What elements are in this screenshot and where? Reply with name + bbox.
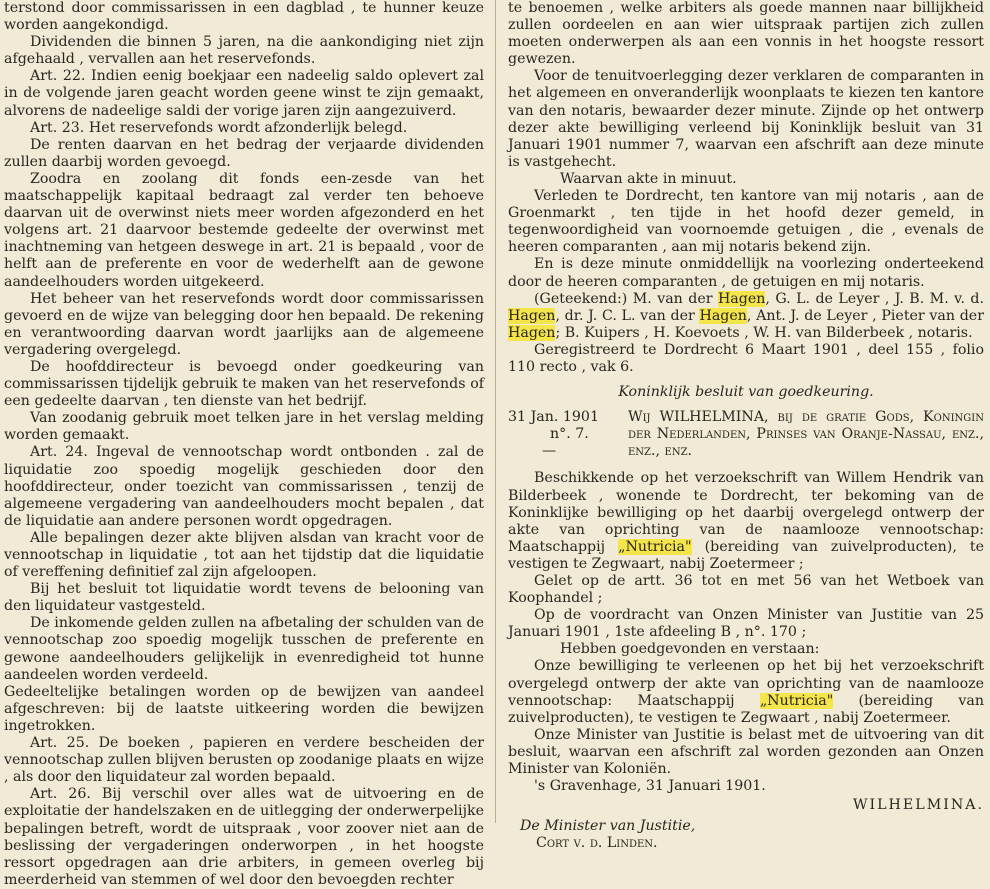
left-column (4, 0, 484, 889)
decree-preamble: Wij WILHELMINA, bij de gratie Gods, Koningin der Nederlanden, Prinses van Oranje-Nassau, enz., enz., enz. (628, 409, 984, 460)
paragraph: te benoemen , welke arbiters als goede mannen naar billijkheid zullen oordeelen en aan wier uitspraak partijen zich zullen moeten onderwerpen als aan een vonnis in het hoogste ressort gewezen. (508, 0, 984, 68)
text: (bereiding van zuivelproducten), te vestigen te Zegwaart, nabij Zoetermeer ; (508, 538, 984, 572)
text: , G. L. de Leyer , J. B. M. v. d. (765, 290, 985, 307)
minister-block (508, 818, 984, 852)
article-26: Art. 26. Bij verschil over alles wat de uitvoering en de exploitatie der handelszaken en de uitlegging der onderwerpelijke bepalingen betreft, wordt de uitspraak , voor zoover niet aan de beslissing der vergaderingen onderworpen , in het hoogste ressort opgedragen aan drie arbiters, in gemeen overleg bij meerderheid van stemmen of wel door den bevoegden rechter (4, 786, 484, 888)
highlighted-name: Hagen (717, 290, 766, 307)
paragraph: Gedeeltelijke betalingen worden op de bewijzen van aandeel afgeschreven: bij de laatste uitkeering worden die bewijzen ingetrokken. (4, 683, 484, 734)
decree-number: n°. 7. (550, 426, 589, 443)
paragraph: Dividenden die binnen 5 jaren, na die aankondiging niet zijn afgehaald , vervallen aan het reservefonds. (4, 34, 484, 68)
minister-title: De Minister van Justitie, (520, 818, 696, 835)
paragraph: De hoofddirecteur is bevoegd onder goedkeuring van commissarissen tijdelijk gebruik te maken van het reservefonds of een gedeelte daarvan , ten dienste van het bedrijf. (4, 358, 484, 410)
article-23: Art. 23. Het reservefonds wordt afzonderlijk belegd. (30, 119, 408, 136)
highlighted-name: „Nutricia" (618, 538, 692, 555)
paragraph (508, 658, 984, 726)
text: ; B. Kuipers , H. Koevoets , W. H. van Bilderbeek , notaris. (555, 324, 973, 341)
text: , dr. J. C. L. van der (555, 307, 700, 324)
section-heading: Koninklijk besluit van goedkeuring. (618, 384, 874, 401)
paragraph: Bij het besluit tot liquidatie wordt tevens de belooning van den liquidateur vastgesteld. (4, 581, 484, 615)
royal-signature: WILHELMINA. (852, 797, 984, 814)
decree-dash: — (542, 443, 557, 460)
article-24: Art. 24. Ingeval de vennootschap wordt ontbonden . zal de liquidatie zoo spoedig mogelijk geschieden door den hoofddirecteur, onder toezicht van commissarissen , tenzij de algemeene vergadering van aandeelhouders mocht bepalen , dat de liquidatie aan andere personen wordt opgedragen. (4, 444, 484, 529)
column-divider (495, 0, 496, 823)
text: (bereiding van zuivelproducten), te vestigen te Zegwaart , nabij Zoetermeer. (508, 692, 984, 726)
text: (Geteekend:) M. van der (534, 290, 718, 307)
paragraph: Verleden te Dordrecht, ten kantore van mij notaris , aan de Groenmarkt , ten tijde in het hoofd dezer gemeld, in tegenwoordigheid van voornoemde getuigen , die , evenals de heeren comparanten , aan mij notaris bekend zijn. (508, 188, 984, 256)
paragraph: terstond door commissarissen in een dagblad , te hunner keuze worden aangekondigd. (4, 0, 484, 34)
paragraph: Hebben goedgevonden en verstaan: (560, 641, 820, 658)
paragraph (508, 470, 984, 573)
signatories (508, 291, 984, 342)
text: Onze bewilliging te verleenen op het bij het verzoekschrift overgelegd ontwerp der akte van oprichting van de naamlooze vennootschap: Maatschappij (508, 658, 984, 709)
paragraph: Voor de tenuitvoerlegging dezer verklaren de comparanten in het algemeen en onveranderlijk woonplaats te kiezen ten kantore van den notaris, bewaarder dezer minute. Zijnde op het ontwerp dezer akte bewilliging verleend bij Koninklijk besluit van 31 Januari 1901 nummer 7, waarvan een afschrift aan deze minute is vastgehecht. (508, 68, 984, 170)
decree-header (508, 409, 984, 460)
article-25: Art. 25. De boeken , papieren en verdere bescheiden der vennootschap zullen blijven berusten op zoodanige plaats en wijze , als door den liquidateur zal worden bepaald. (4, 735, 484, 786)
text: Beschikkende op het verzoekschrift van Willem Hendrik van Bilderbeek , wonende te Dordrecht, ter bekoming van de Koninklijke bewilliging op het daarbij overgelegd ontwerp der akte van oprichting van de naamlooze vennootschap: Maatschappij (508, 470, 984, 555)
paragraph: Onze Minister van Justitie is belast met de uitvoering van dit besluit, waarvan een afschrift zal worden gezonden aan Onzen Minister van Koloniën. (508, 726, 984, 778)
article-22: Art. 22. Indien eenig boekjaar een nadeelig saldo oplevert zal in de volgende jaren geacht worden geene winst te zijn gemaakt, alvorens de nadeelige saldi der vorige jaren zijn aangezuiverd. (4, 68, 484, 119)
place-date: 's Gravenhage, 31 Januari 1901. (534, 778, 766, 795)
highlighted-name: Hagen (508, 307, 556, 324)
paragraph: Alle bepalingen dezer akte blijven alsdan van kracht voor de vennootschap in liquidatie , tot aan het tijdstip dat die liquidatie of vereffening definitief zal zijn afgeloopen. (4, 529, 484, 581)
paragraph: Gelet op de artt. 36 tot en met 56 van het Wetboek van Koophandel ; (508, 573, 984, 607)
paragraph: Waarvan akte in minuut. (560, 170, 737, 187)
highlighted-name: Hagen (508, 324, 556, 341)
paragraph: Op de voordracht van Onzen Minister van Justitie van 25 Januari 1901 , 1ste afdeeling B , n°. 170 ; (508, 607, 984, 641)
text: , Ant. J. de Leyer , Pieter van der (746, 307, 984, 324)
paragraph: De renten daarvan en het bedrag der verjaarde dividenden zullen daarbij worden gevoegd. (4, 136, 484, 170)
paragraph: Het beheer van het reservefonds wordt door commissarissen gevoerd en de wijze van belegging door hen bepaald. De rekening en verantwoording daarvan wordt jaarlijks aan de algemeene vergadering overgelegd. (4, 290, 484, 358)
paragraph: Van zoodanig gebruik moet telken jare in het verslag melding worden gemaakt. (4, 410, 484, 444)
decree-meta (508, 409, 628, 460)
highlighted-name: Hagen (699, 307, 747, 324)
paragraph: De inkomende gelden zullen na afbetaling der schulden van de vennootschap zoo spoedig mogelijk tusschen de preferente en gewone aandeelhouders gelijkelijk in evenredigheid tot hunne aandeelen worden verdeeld. (4, 615, 484, 683)
right-column (508, 0, 984, 853)
decree-date: 31 Jan. 1901 (508, 409, 599, 426)
paragraph: Geregistreerd te Dordrecht 6 Maart 1901 , deel 155 , folio 110 recto , vak 6. (508, 341, 984, 375)
paragraph: Zoodra en zoolang dit fonds een-zesde van het maatschappelijk kapitaal bedraagt zal verder ten behoeve daarvan uit de overwinst niets meer worden afgezonderd en het volgens art. 21 daarvoor bestemde gedeelte der overwinst met inachtneming van hetgeen deswege in art. 21 is bepaald , voor de helft aan de preferente en voor de wederhelft aan de gewone aandeelhouders worden uitgekeerd. (4, 170, 484, 290)
highlighted-name: „Nutricia" (759, 692, 834, 709)
minister-name: Cort v. d. Linden. (536, 835, 658, 852)
paragraph: En is deze minute onmiddellijk na voorlezing onderteekend door de heeren comparanten , de getuigen en mij notaris. (508, 256, 984, 290)
